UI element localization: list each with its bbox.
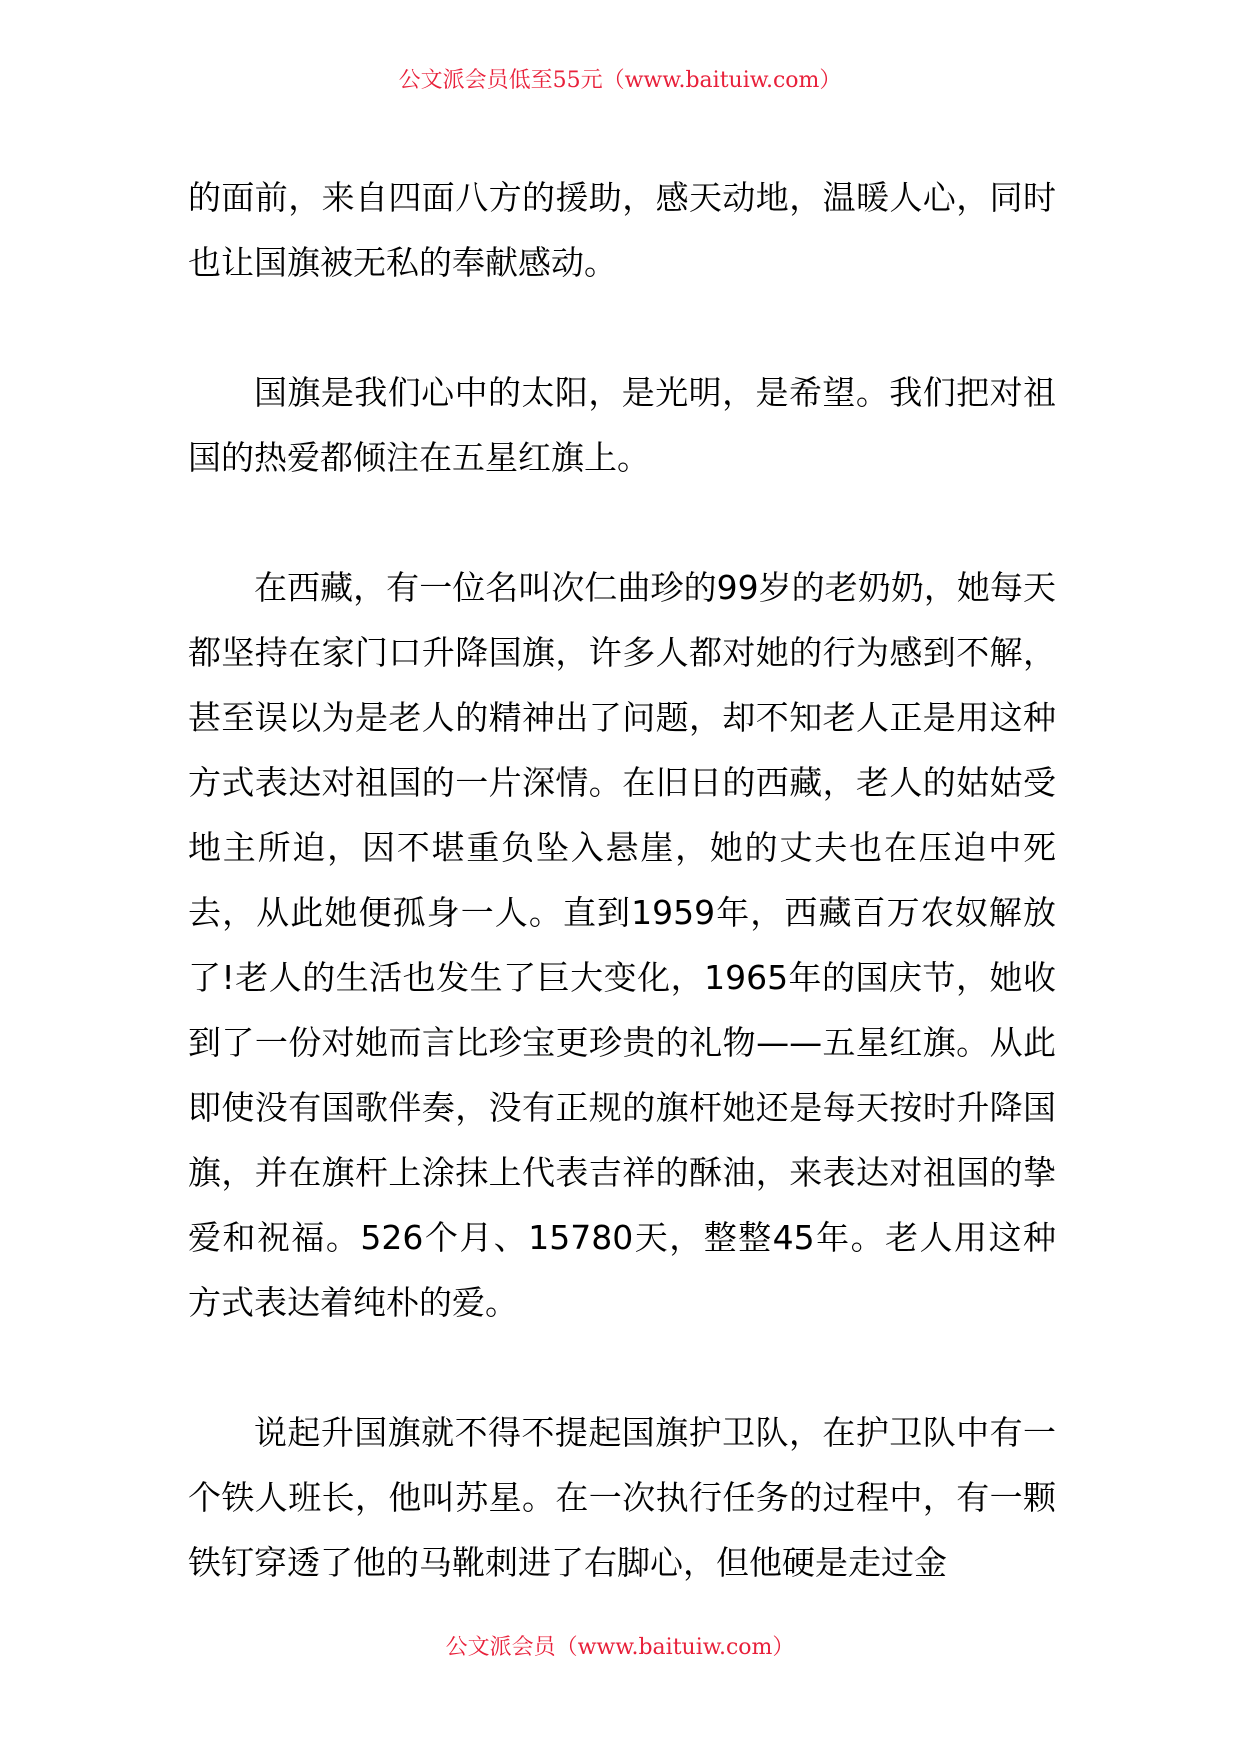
document-body <box>188 165 1056 1595</box>
paragraph-1: 的面前，来自四面八方的援助，感天动地，温暖人心，同时也让国旗被无私的奉献感动。 <box>188 178 1056 282</box>
paragraph-4: 说起升国旗就不得不提起国旗护卫队，在护卫队中有一个铁人班长，他叫苏星。在一次执行任务的过程中，有一颗铁钉穿透了他的马靴刺进了右脚心，但他硬是走过金 <box>188 1413 1056 1582</box>
page-footer-watermark: 公文派会员（www.baituiw.com） <box>445 1635 795 1660</box>
page-header-watermark: 公文派会员低至55元（www.baituiw.com） <box>398 68 842 93</box>
paragraph-3: 在西藏，有一位名叫次仁曲珍的99岁的老奶奶，她每天都坚持在家门口升降国旗，许多人都对她的行为感到不解，甚至误以为是老人的精神出了问题，却不知老人正是用这种方式表达对祖国的一片深情。在旧日的西藏，老人的姑姑受地主所迫，因不堪重负坠入悬崖，她的丈夫也在压迫中死去，从此她便孤身一人。直到1959年，西藏百万农奴解放了!老人的生活也发生了巨大变化，1965年的国庆节，她收到了一份对她而言比珍宝更珍贵的礼物——五星红旗。从此即使没有国歌伴奏，没有正规的旗杆她还是每天按时升降国旗，并在旗杆上涂抹上代表吉祥的酥油，来表达对祖国的挚爱和祝福。526个月、15780天，整整45年。老人用这种方式表达着纯朴的爱。 <box>188 568 1056 1322</box>
paragraph-2: 国旗是我们心中的太阳，是光明，是希望。我们把对祖国的热爱都倾注在五星红旗上。 <box>188 373 1056 477</box>
